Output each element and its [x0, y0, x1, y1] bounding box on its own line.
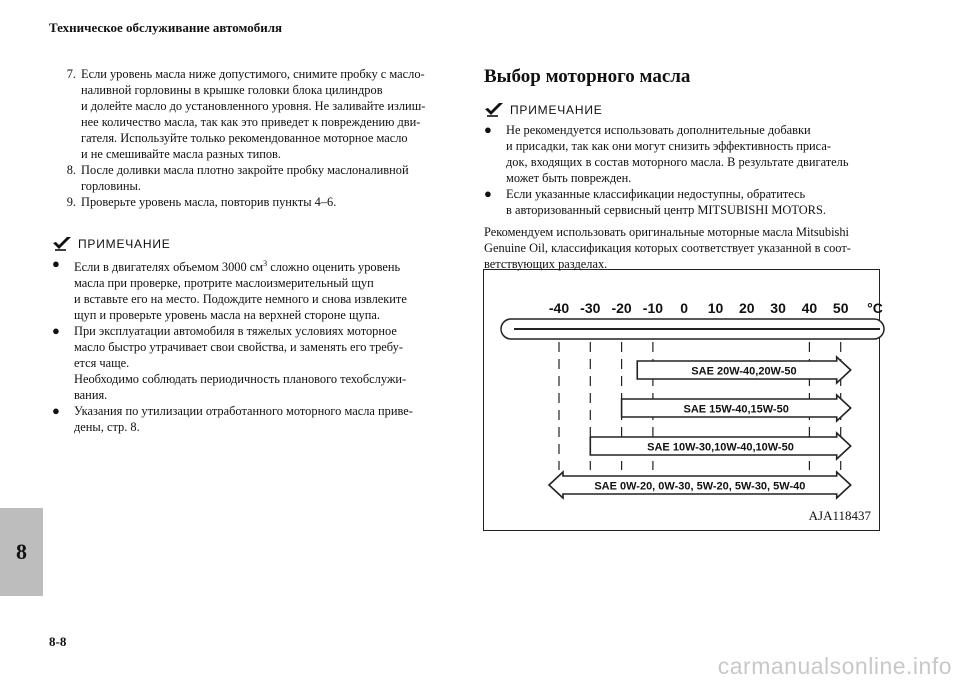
tick-label: 30 [770, 300, 786, 316]
viscosity-chart-svg [484, 270, 881, 532]
range-label: SAE 20W-40,20W-50 [691, 365, 797, 378]
unit-label: °C [867, 300, 883, 316]
tick-label: -20 [611, 300, 632, 316]
range-label: SAE 10W-30,10W-40,10W-50 [647, 441, 794, 454]
bullet-icon: ● [52, 323, 60, 339]
tick-label: -30 [580, 300, 601, 316]
right-column [484, 66, 884, 272]
tick-label: 50 [832, 300, 849, 316]
tick-label: -10 [642, 300, 664, 316]
note-item: ● Если в двигателях объемом 3000 $см^3$ сложно оценить уровень масла при проверке, протрите маслоизмерительный щуп и вставьте его на место. Подождите немного и снова извлеките щуп и проверьте уровень масла на верхней стороне щупа. [52, 256, 407, 323]
note-pencil-icon [484, 102, 504, 118]
bullet-icon: ● [52, 256, 60, 271]
running-header: Техническое обслуживание автомобиля [49, 20, 283, 35]
note-heading-left: ПРИМЕЧАНИЕ [52, 236, 464, 252]
range-label: SAE 0W-20, 0W-30, 5W-20, 5W-30, 5W-40 [594, 480, 806, 493]
range-label: SAE 15W-40,15W-50 [683, 403, 789, 416]
tick-label: 20 [739, 300, 755, 316]
chapter-tab: 8 [0, 508, 43, 596]
watermark: carmanualsonline.info [717, 653, 952, 679]
step-8: 8. После доливки масла плотно закройте пробку маслоналивной горловины. [66, 163, 409, 193]
note-item: ● Не рекомендуется использовать дополнительные добавки и присадки, так как они могут снизить эффективность приса- док, входящих в состав моторного масла. В результате двигатель может быть поврежден. [484, 122, 849, 185]
bullet-icon: ● [484, 186, 492, 201]
step-9: 9. Проверьте уровень масла, повторив пункты 4–6. [66, 195, 337, 209]
tick-label: 0 [680, 300, 689, 316]
note-item: ● Если указанные классификации недоступны, обратитесь в авторизованный сервисный центр MITSUBISHI MOTORS. [484, 186, 826, 217]
page-number: 8-8 [49, 634, 67, 649]
tick-label: -40 [548, 300, 570, 316]
step-7: 7. Если уровень масла ниже допустимого, снимите пробку с масло- наливной горловины в крышке головки блока цилиндров и долейте масло до установленного уровня. Не заливайте излиш- нее количество масла, так как это приведет к повреждению дви- гателя. Используйте только рекомендованное моторное масло и не смешивайте масла разных типов. [66, 67, 426, 161]
oil-recommendation-paragraph: Рекомендуем использовать оригинальные моторные масла Mitsubishi Genuine Oil, классификация которых соответствует указанной в соот- ветствующих разделах. [484, 225, 851, 271]
bullet-icon: ● [484, 122, 492, 137]
oil-viscosity-chart [483, 269, 883, 531]
section-title: Выбор моторного масла [484, 66, 691, 87]
tick-label: 10 [707, 300, 724, 316]
figure-id: AJA118437 [808, 508, 871, 523]
left-column [52, 66, 464, 435]
note-item: ● При эксплуатации автомобиля в тяжелых условиях моторное масло быстро утрачивает свои свойства, и заменять его требу- ется чаще. Необходимо соблюдать периодичность планового техобслужи- вания. [52, 323, 407, 403]
note-pencil-icon [52, 236, 72, 252]
note-item: ● Указания по утилизации отработанного моторного масла приве- дены, стр. 8. [52, 403, 413, 435]
tick-label: 40 [801, 300, 818, 316]
bullet-icon: ● [52, 403, 60, 419]
note-heading-right: ПРИМЕЧАНИЕ [484, 102, 884, 118]
